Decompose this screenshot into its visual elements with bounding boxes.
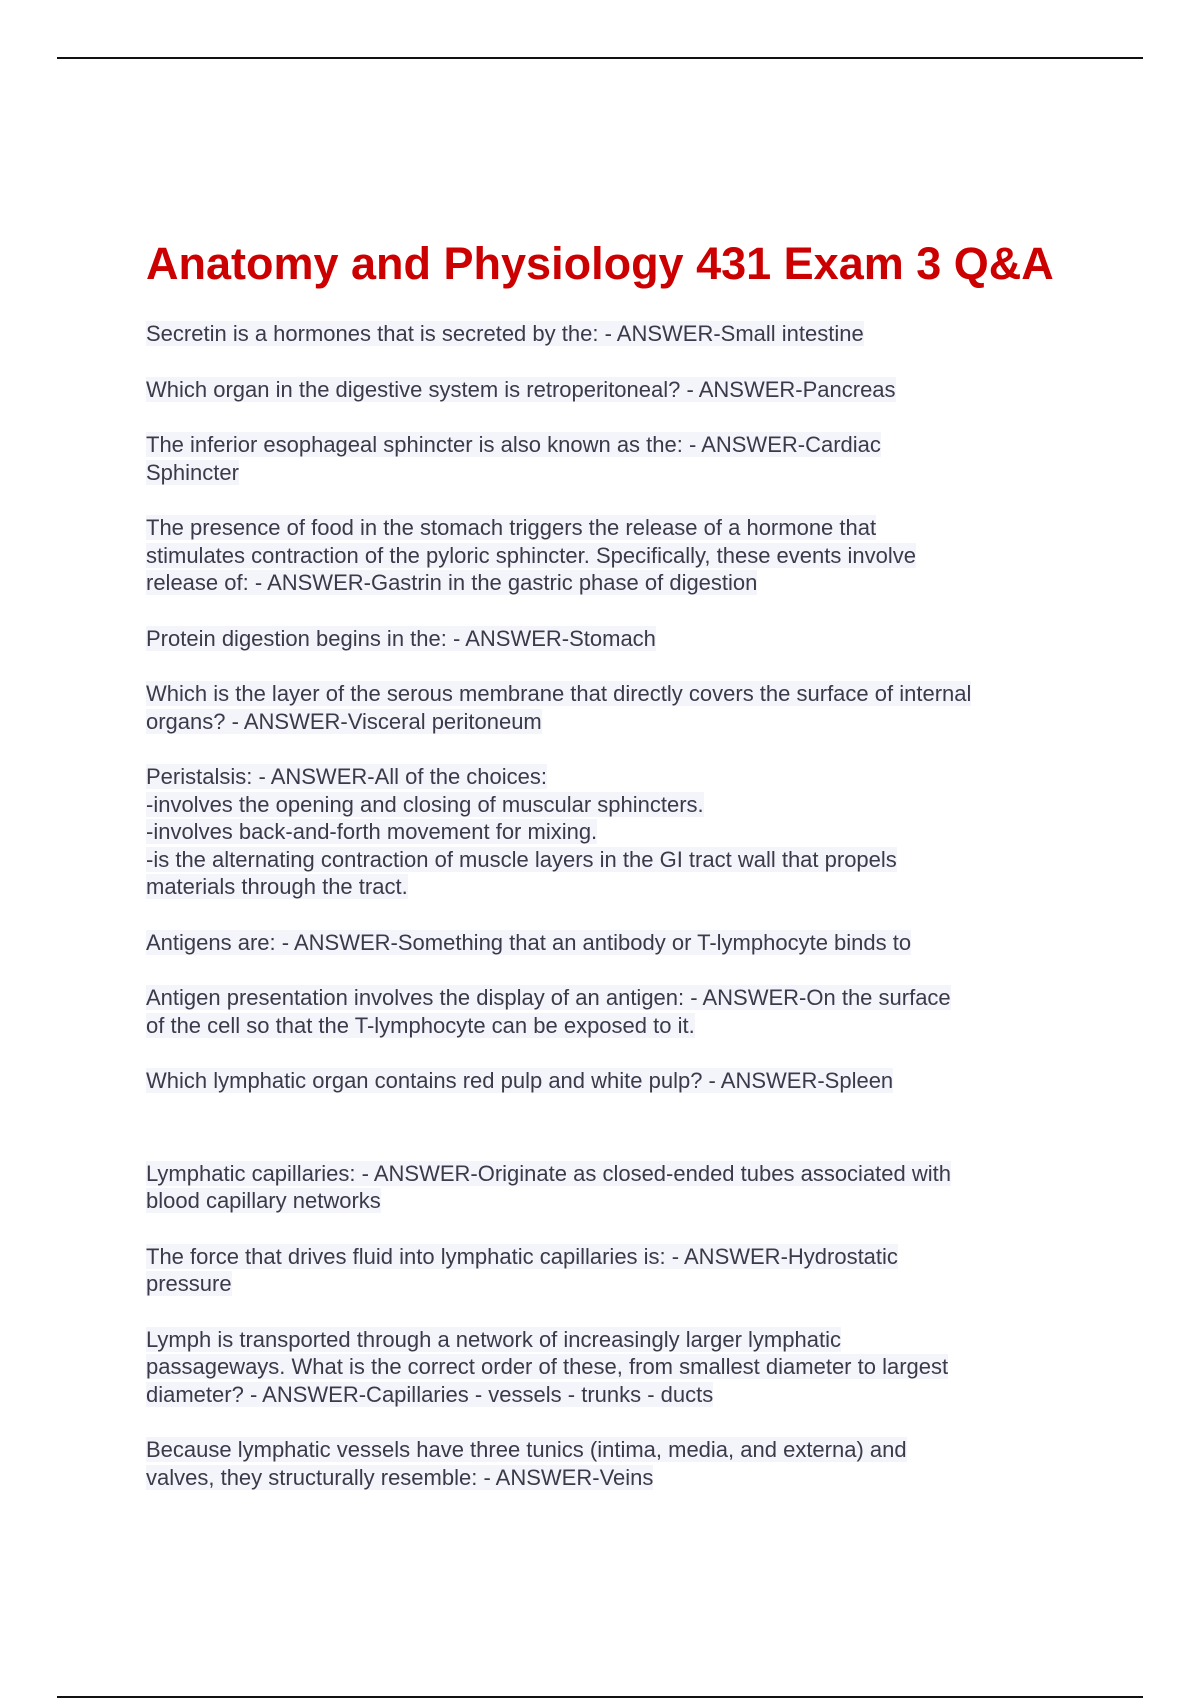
footer-rule [57, 1696, 1143, 1698]
qa-text: The presence of food in the stomach triggers the release of a hormone that stimulates contraction of the pyloric sphincter. Specifically, these events involve release of: - ANSWER-Gastrin in the gastric phase of digestion [146, 515, 916, 595]
qa-item [146, 1436, 1066, 1491]
qa-item [146, 1326, 1066, 1409]
header-rule [57, 57, 1143, 59]
qa-item [146, 1160, 1066, 1215]
qa-text: Which organ in the digestive system is retroperitoneal? - ANSWER-Pancreas [146, 376, 896, 402]
qa-item [146, 625, 1066, 653]
qa-text: Peristalsis: - ANSWER-All of the choices: -involves the opening and closing of muscular sphincters. -involves back-and-forth movement for mixing. -is the alternating contraction of muscle layers in the GI tract wall that propels materials through the tract. [146, 764, 897, 899]
qa-item [146, 1243, 1066, 1298]
qa-text: Because lymphatic vessels have three tunics (intima, media, and externa) and valves, they structurally resemble: - ANSWER-Veins [146, 1437, 907, 1490]
qa-item [146, 320, 1066, 348]
qa-item [146, 514, 1066, 597]
qa-item [146, 376, 1066, 404]
qa-item [146, 431, 1066, 486]
qa-item [146, 1067, 1066, 1095]
qa-text: Antigens are: - ANSWER-Something that an antibody or T-lymphocyte binds to [146, 929, 912, 955]
document-body [146, 236, 1066, 1519]
qa-text: Antigen presentation involves the display of an antigen: - ANSWER-On the surface of the cell so that the T-lymphocyte can be exposed to it. [146, 985, 951, 1038]
qa-text: Lymphatic capillaries: - ANSWER-Originate as closed-ended tubes associated with blood capillary networks [146, 1160, 951, 1213]
document-title: Anatomy and Physiology 431 Exam 3 Q&A [146, 238, 1054, 289]
qa-item [146, 929, 1066, 957]
qa-text: Lymph is transported through a network of increasingly larger lymphatic passageways. What is the correct order of these, from smallest diameter to largest diameter? - ANSWER-Capillaries - vessels - trunks - ducts [146, 1326, 949, 1407]
qa-text: Secretin is a hormones that is secreted by the: - ANSWER-Small intestine [146, 321, 864, 346]
qa-text: The force that drives fluid into lymphatic capillaries is: - ANSWER-Hydrostatic pressure [146, 1243, 898, 1296]
qa-item [146, 984, 1066, 1039]
qa-text: Which is the layer of the serous membrane that directly covers the surface of internal organs? - ANSWER-Visceral peritoneum [146, 681, 972, 734]
qa-text: The inferior esophageal sphincter is also known as the: - ANSWER-Cardiac Sphincter [146, 432, 881, 485]
qa-text: Protein digestion begins in the: - ANSWER-Stomach [146, 625, 656, 651]
qa-item [146, 680, 1066, 735]
qa-text: Which lymphatic organ contains red pulp and white pulp? - ANSWER-Spleen [146, 1068, 894, 1093]
qa-item [146, 763, 1066, 901]
